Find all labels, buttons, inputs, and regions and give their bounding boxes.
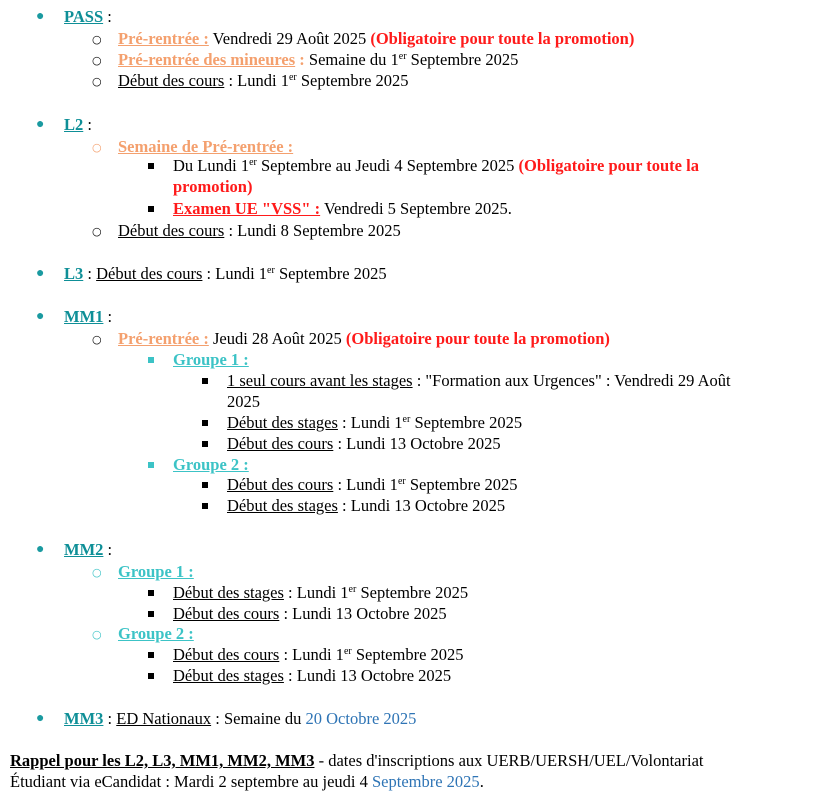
circle-bullet-icon: ○	[92, 628, 102, 641]
list-item: Semaine de Pré-rentrée :	[118, 137, 294, 156]
list-item-continued: promotion)	[173, 177, 253, 196]
square-bullet-icon	[148, 357, 154, 363]
section-title[interactable]: MM3	[64, 709, 104, 728]
list-item: 1 seul cours avant les stages : "Formation aux Urgences" : Vendredi 29 Août	[227, 371, 731, 390]
square-bullet-icon	[148, 206, 154, 212]
section-mm3: MM3 : ED Nationaux : Semaine du 20 Octobre 2025	[64, 709, 417, 728]
list-item: Pré-rentrée : Jeudi 28 Août 2025 (Obligatoire pour toute la promotion)	[118, 329, 610, 348]
square-bullet-icon	[202, 503, 208, 509]
circle-bullet-icon: ○	[92, 33, 102, 46]
bullet-icon: ●	[36, 542, 45, 557]
list-item: Début des cours : Lundi 13 Octobre 2025	[173, 604, 447, 623]
section-title[interactable]: L3	[64, 264, 84, 283]
circle-bullet-icon: ○	[92, 225, 102, 238]
section-mm2: MM2 :	[64, 540, 113, 559]
square-bullet-icon	[202, 441, 208, 447]
section-title[interactable]: MM1	[64, 307, 104, 326]
section-pass: PASS :	[64, 7, 112, 26]
list-item: Début des cours : Lundi 1er Septembre 2025	[227, 475, 518, 494]
list-item: Début des stages : Lundi 1er Septembre 2025	[173, 583, 469, 602]
list-item-continued: 2025	[227, 392, 260, 411]
list-item: Groupe 1 :	[173, 350, 249, 369]
list-item: Début des cours : Lundi 13 Octobre 2025	[227, 434, 501, 453]
section-title[interactable]: L2	[64, 115, 84, 134]
list-item: Début des cours : Lundi 1er Septembre 2025	[173, 645, 464, 664]
list-item: Début des cours : Lundi 1er Septembre 2025	[118, 71, 409, 90]
list-item: Début des stages : Lundi 13 Octobre 2025	[173, 666, 452, 685]
section-mm1: MM1 :	[64, 307, 113, 326]
circle-bullet-icon: ○	[92, 75, 102, 88]
list-item: Groupe 2 :	[118, 624, 194, 643]
square-bullet-icon	[148, 652, 154, 658]
list-item: Début des stages : Lundi 1er Septembre 2025	[227, 413, 523, 432]
bullet-icon: ●	[36, 117, 45, 132]
list-item: Groupe 1 :	[118, 562, 194, 581]
circle-bullet-icon: ○	[92, 141, 102, 154]
circle-bullet-icon: ○	[92, 333, 102, 346]
square-bullet-icon	[202, 420, 208, 426]
section-title[interactable]: MM2	[64, 540, 104, 559]
circle-bullet-icon: ○	[92, 54, 102, 67]
square-bullet-icon	[148, 163, 154, 169]
bullet-icon: ●	[36, 309, 45, 324]
square-bullet-icon	[202, 378, 208, 384]
bullet-icon: ●	[36, 9, 45, 24]
reminder-title: Rappel pour les L2, L3, MM1, MM2, MM3	[10, 751, 315, 770]
circle-bullet-icon: ○	[92, 566, 102, 579]
list-item: Examen UE "VSS" : Vendredi 5 Septembre 2025.	[173, 199, 512, 218]
list-item: Groupe 2 :	[173, 455, 249, 474]
square-bullet-icon	[148, 673, 154, 679]
section-l3: L3 : Début des cours : Lundi 1er Septembre 2025	[64, 264, 387, 283]
bullet-icon: ●	[36, 711, 45, 726]
section-l2: L2 :	[64, 115, 92, 134]
square-bullet-icon	[148, 611, 154, 617]
list-item: Pré-rentrée : Vendredi 29 Août 2025 (Obligatoire pour toute la promotion)	[118, 29, 635, 48]
list-item: Du Lundi 1er Septembre au Jeudi 4 Septembre 2025 (Obligatoire pour toute la	[173, 156, 699, 175]
list-item: Début des cours : Lundi 8 Septembre 2025	[118, 221, 401, 240]
reminder-line-continued: Étudiant via eCandidat : Mardi 2 septembre au jeudi 4 Septembre 2025.	[10, 772, 484, 791]
square-bullet-icon	[148, 462, 154, 468]
reminder-line: Rappel pour les L2, L3, MM1, MM2, MM3 - dates d'inscriptions aux UERB/UERSH/UEL/Volontariat	[10, 751, 704, 770]
list-item: Début des stages : Lundi 13 Octobre 2025	[227, 496, 506, 515]
list-item: Pré-rentrée des mineures : Semaine du 1er Septembre 2025	[118, 50, 519, 69]
section-title[interactable]: PASS	[64, 7, 104, 26]
square-bullet-icon	[148, 590, 154, 596]
square-bullet-icon	[202, 482, 208, 488]
bullet-icon: ●	[36, 266, 45, 281]
